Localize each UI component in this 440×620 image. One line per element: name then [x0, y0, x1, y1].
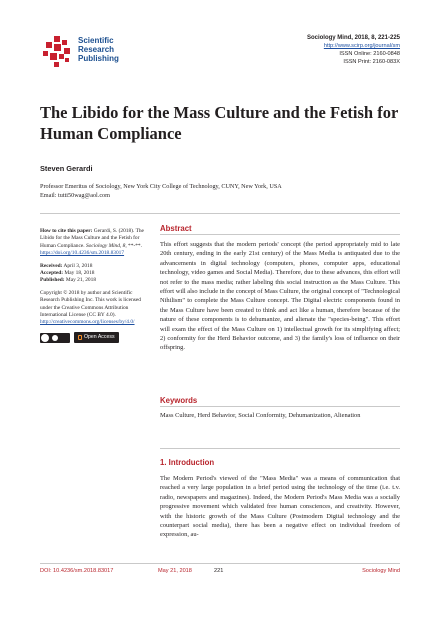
cite-text: Gerardi, S. (2018). The Libido for the Mass Culture and the Fetish for Human Compliance. [40, 228, 144, 249]
scirp-logo-icon [40, 34, 76, 70]
footer-doi[interactable]: DOI: 10.4236/sm.2018.83017 [40, 568, 114, 574]
published-label: Published: [40, 277, 65, 284]
footer-divider [40, 563, 400, 564]
copyright-block [40, 290, 146, 327]
accepted-date: May 18, 2018 [63, 270, 95, 277]
journal-info [307, 34, 400, 66]
citation-block [40, 228, 146, 258]
publisher-line: Scientific [78, 36, 114, 45]
abstract-heading: Abstract [160, 224, 192, 233]
journal-url-link[interactable]: http://www.scirp.org/journal/sm [323, 43, 400, 49]
page-number: 221 [214, 568, 224, 574]
author-email: Email: tutti50wag@aol.com [40, 192, 110, 199]
issn-print: ISSN Print: 2160-083X [343, 59, 400, 65]
author-affiliation-block [40, 182, 282, 200]
received-label: Received: [40, 262, 63, 269]
license-badges [40, 332, 146, 343]
open-lock-icon [78, 335, 82, 340]
author-affiliation: Professor Emeritus of Sociology, New York City College of Technology, CUNY, New York, USA [40, 183, 282, 190]
footer-journal: Sociology Mind [362, 568, 400, 574]
issn-online: ISSN Online: 2160-0848 [339, 51, 400, 57]
article-info-sidebar [40, 228, 146, 343]
published-date: May 21, 2018 [64, 277, 97, 284]
intro-text: The Modern Period's viewed of the "Mass Media" was a means of communication that reached a very large population in a brief period using the technology of the time (i.e. t.v. radio, newspapers and magazines). Indeed, the Modern Period's Mass Media was a socially progressive movement which validated free human consciences, and creativity. However, with the historic growth of the Mass Culture (Postmodern Digital technology and the counterpart social media), there has been a negative effect on individual freedom of expression, au- [160, 475, 400, 539]
open-access-label: Open Access [84, 333, 115, 340]
publisher-line: Publishing [78, 54, 119, 63]
paper-title: The Libido for the Mass Culture and the Fetish for Human Compliance [40, 103, 398, 143]
cc-by-icon[interactable] [40, 333, 70, 343]
keywords-heading: Keywords [160, 396, 198, 405]
received-date: April 3, 2018 [62, 262, 93, 269]
publisher-name [78, 36, 119, 63]
cite-label: How to cite this paper: [40, 228, 93, 234]
keywords-text: Mass Culture, Herd Behavior, Social Conformity, Dehumanization, Alienation [160, 412, 361, 419]
cite-pages: **-**. [126, 242, 142, 249]
cite-journal: Sociology Mind, 8, [85, 242, 127, 249]
abstract-text: This effort suggests that the modern periods' concept (the period appropriately mid to late 20th century, ending in the early 21st century) of the Mass Media is antiquated due to the advancements in digital technology (computers, phones, computer apps, educational technology, video games and Social Media). Therefore, due to these advances, this effort will not refer to the mass media; rather labeling this social instruction as the Mass Culture. This effort will also include in the concept of Mass Culture, the original concept of "Technological Nihilism" to complete the Mass Culture concept. The Digital electric components found in the Mass Culture have been created to think and act like a human, therefore because of the nature of these components is to dehumanize, and alienate the "species-being". This effort will exam the effect of the Mass Culture on 1) intellectual growth for its simplifying affect; 2) conformity for the Herd Behavior outcome, and 3) the family's loss of influence on their offspring. [160, 241, 400, 352]
footer-date: May 21, 2018 [158, 568, 192, 574]
license-link[interactable]: http://creativecommons.org/licenses/by/4.0/ [40, 319, 135, 326]
copyright-text: Copyright © 2018 by author and Scientific Research Publishing Inc. This work is licensed under the Creative Commons Attribution International License (CC BY 4.0). [40, 289, 141, 319]
publisher-line: Research [78, 45, 115, 54]
dates-block [40, 263, 146, 285]
divider [40, 213, 400, 214]
publisher-logo [40, 34, 188, 74]
divider [160, 406, 400, 407]
open-access-badge[interactable] [74, 332, 119, 343]
accepted-label: Accepted: [40, 270, 64, 277]
author-name: Steven Gerardi [40, 164, 93, 173]
divider [160, 448, 400, 449]
divider [160, 234, 400, 235]
journal-citation: Sociology Mind, 2018, 8, 221-225 [306, 35, 400, 41]
intro-heading: 1. Introduction [160, 458, 215, 467]
cite-doi-link[interactable]: https://doi.org/10.4236/sm.2018.83017 [40, 250, 125, 257]
